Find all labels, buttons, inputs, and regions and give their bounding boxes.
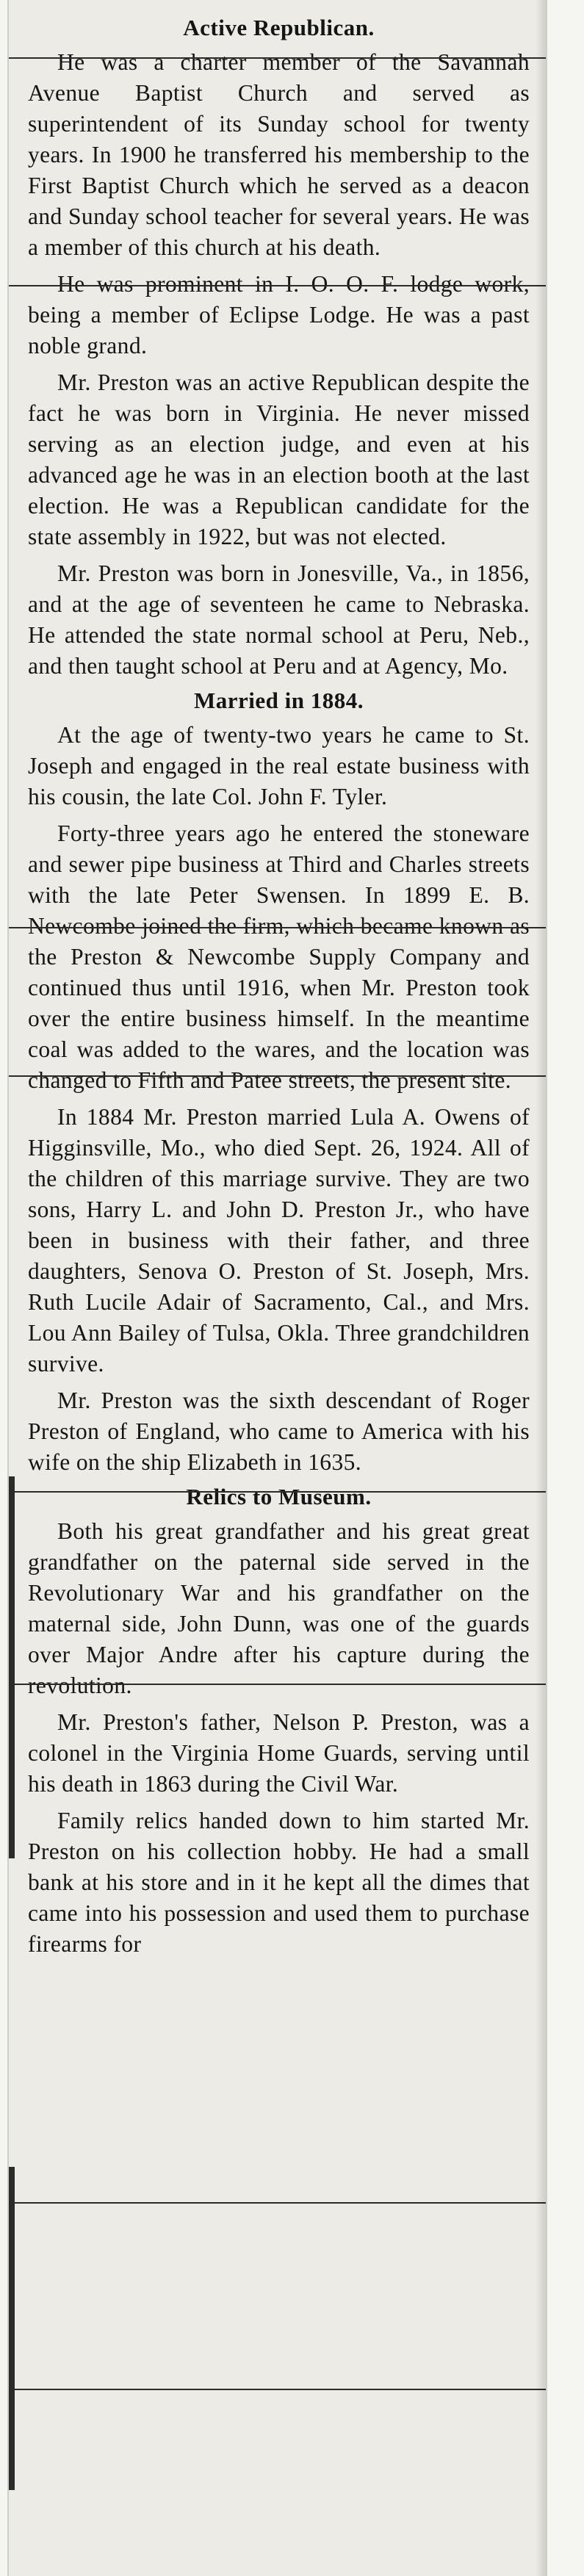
article-paragraph: In 1884 Mr. Preston married Lula A. Owens of Higginsville, Mo., who died Sept. 26, 1924. All of the children of this marriage survive. They are two sons, Harry L. and John D. Preston Jr., who have been in business with their father, and three daughters, Senova O. Preston of St. Joseph, Mrs. Ruth Lucile Adair of Sacramento, Cal., and Mrs. Lou Ann Bailey of Tulsa, Okla. Three grandchildren survive. (28, 1104, 530, 1377)
article-paragraph: At the age of twenty-two years he came to St. Joseph and engaged in the real estate business with his cousin, the late Col. John F. Tyler. (28, 722, 530, 809)
article-section-relics-to-museum (28, 1484, 530, 1960)
fold-line (9, 2202, 546, 2204)
article-paragraph: Forty-three years ago he entered the stoneware and sewer pipe business at Third and Charles streets with the late Peter Swensen. In 1899 E. B. Newcombe joined the firm, which became known as the Preston & Newcombe Supply Company and continued thus until 1916, when Mr. Preston took over the entire business himself. In the meantime coal was added to the wares, and the location was changed to Fifth and Patee streets, the present site. (28, 820, 530, 1093)
scan-right-shadow (536, 0, 546, 2576)
section-heading: Active Republican. (183, 15, 375, 40)
section-heading: Married in 1884. (194, 688, 364, 713)
article-section-active-republican (28, 15, 530, 682)
fold-line (9, 57, 546, 59)
fold-line (9, 927, 546, 928)
article-section-married-1884 (28, 688, 530, 1478)
article-paragraph: Mr. Preston was an active Republican despite the fact he was born in Virginia. He never missed serving as an election judge, and even at his advanced age he was in an election booth at the last election. He was a Republican candidate for the state assembly in 1922, but was not elected. (28, 369, 530, 549)
fold-line (9, 1491, 546, 1493)
article-paragraph: Both his great grandfather and his great great grandfather on the paternal side served in the Revolutionary War and his grandfather on the maternal side, John Dunn, was one of the guards over Major Andre after his capture during the revolution. (28, 1518, 530, 1698)
section-heading: Relics to Museum. (186, 1484, 372, 1509)
scan-edge-shadow (9, 2167, 15, 2490)
scan-edge-shadow (9, 1476, 15, 1858)
fold-line (9, 1075, 546, 1077)
article-paragraph: He was a charter member of the Savannah Avenue Baptist Church and served as superintendent of its Sunday school for twenty years. In 1900 he transferred his membership to the First Baptist Church which he served as a deacon and Sunday school teacher for several years. He was a member of this church at his death. (28, 49, 530, 260)
article-paragraph: He was prominent in I. O. O. F. lodge work, being a member of Eclipse Lodge. He was a past noble grand. (28, 271, 530, 358)
fold-line (9, 2389, 546, 2390)
article-paragraph: Mr. Preston's father, Nelson P. Preston, was a colonel in the Virginia Home Guards, serving until his death in 1863 during the Civil War. (28, 1709, 530, 1797)
article-paragraph: Mr. Preston was born in Jonesville, Va., in 1856, and at the age of seventeen he came to Nebraska. He attended the state normal school at Peru, Neb., and then taught school at Peru and at Agency, Mo. (28, 560, 530, 679)
newspaper-clipping (7, 0, 547, 2576)
fold-line (9, 285, 546, 286)
article-paragraph: Mr. Preston was the sixth descendant of Roger Preston of England, who came to America with his wife on the ship Elizabeth in 1635. (28, 1388, 530, 1475)
fold-line (9, 1684, 546, 1685)
article-paragraph: Family relics handed down to him started Mr. Preston on his collection hobby. He had a small bank at his store and in it he kept all the dimes that came into his possession and used them to purchase firearms for (28, 1808, 530, 1957)
